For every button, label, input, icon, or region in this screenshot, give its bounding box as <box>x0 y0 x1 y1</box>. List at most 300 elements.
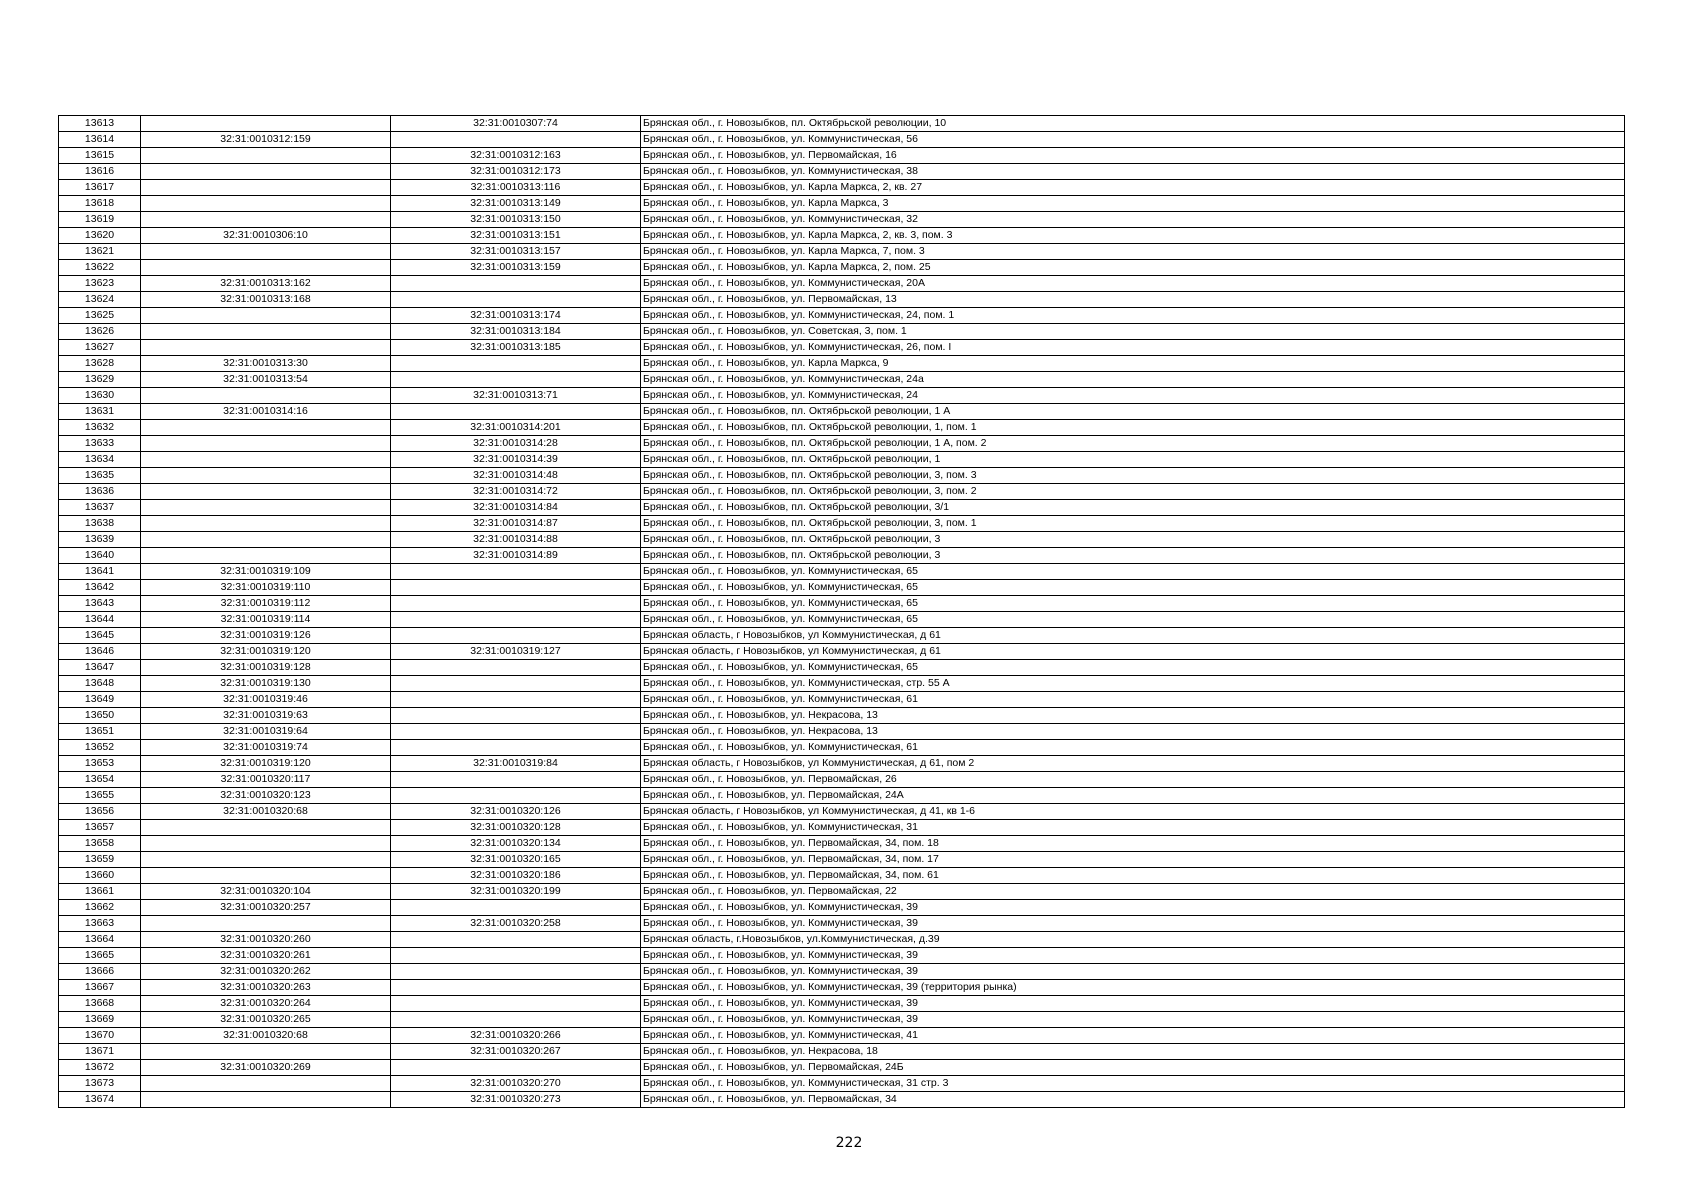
address-cell: Брянская обл., г. Новозыбков, пл. Октябрьской революции, 3, пом. 1 <box>641 516 1625 532</box>
building-number-cell <box>391 1060 641 1076</box>
row-number-cell: 13648 <box>59 676 141 692</box>
table-row <box>59 628 1625 644</box>
building-number-cell <box>391 564 641 580</box>
table-body <box>59 116 1625 1108</box>
parcel-number-cell <box>141 116 391 132</box>
row-number-cell: 13637 <box>59 500 141 516</box>
building-number-cell <box>391 980 641 996</box>
parcel-number-cell <box>141 388 391 404</box>
address-cell: Брянская обл., г. Новозыбков, ул. Коммунистическая, 65 <box>641 580 1625 596</box>
building-number-cell <box>391 932 641 948</box>
parcel-number-cell <box>141 212 391 228</box>
building-number-cell: 32:31:0010320:267 <box>391 1044 641 1060</box>
address-cell: Брянская обл., г. Новозыбков, ул. Карла Маркса, 2, кв. 27 <box>641 180 1625 196</box>
building-number-cell <box>391 356 641 372</box>
row-number-cell: 13649 <box>59 692 141 708</box>
table-row <box>59 868 1625 884</box>
parcel-number-cell: 32:31:0010314:16 <box>141 404 391 420</box>
table-row <box>59 660 1625 676</box>
building-number-cell <box>391 996 641 1012</box>
row-number-cell: 13618 <box>59 196 141 212</box>
building-number-cell: 32:31:0010320:186 <box>391 868 641 884</box>
row-number-cell: 13645 <box>59 628 141 644</box>
address-cell: Брянская обл., г. Новозыбков, пл. Октябрьской революции, 10 <box>641 116 1625 132</box>
row-number-cell: 13635 <box>59 468 141 484</box>
building-number-cell: 32:31:0010313:150 <box>391 212 641 228</box>
table-row <box>59 1060 1625 1076</box>
building-number-cell: 32:31:0010319:127 <box>391 644 641 660</box>
building-number-cell <box>391 660 641 676</box>
row-number-cell: 13617 <box>59 180 141 196</box>
row-number-cell: 13631 <box>59 404 141 420</box>
table-row <box>59 372 1625 388</box>
building-number-cell: 32:31:0010314:48 <box>391 468 641 484</box>
parcel-number-cell: 32:31:0010320:260 <box>141 932 391 948</box>
table-row <box>59 900 1625 916</box>
building-number-cell <box>391 724 641 740</box>
address-cell: Брянская обл., г. Новозыбков, ул. Коммунистическая, 56 <box>641 132 1625 148</box>
row-number-cell: 13651 <box>59 724 141 740</box>
address-cell: Брянская обл., г. Новозыбков, ул. Первомайская, 24А <box>641 788 1625 804</box>
table-row <box>59 196 1625 212</box>
address-cell: Брянская обл., г. Новозыбков, ул. Первомайская, 24Б <box>641 1060 1625 1076</box>
row-number-cell: 13662 <box>59 900 141 916</box>
row-number-cell: 13667 <box>59 980 141 996</box>
parcel-number-cell: 32:31:0010313:54 <box>141 372 391 388</box>
building-number-cell: 32:31:0010313:151 <box>391 228 641 244</box>
building-number-cell <box>391 628 641 644</box>
row-number-cell: 13624 <box>59 292 141 308</box>
row-number-cell: 13672 <box>59 1060 141 1076</box>
row-number-cell: 13626 <box>59 324 141 340</box>
table-row <box>59 484 1625 500</box>
building-number-cell: 32:31:0010314:72 <box>391 484 641 500</box>
building-number-cell: 32:31:0010313:149 <box>391 196 641 212</box>
building-number-cell <box>391 692 641 708</box>
table-row <box>59 532 1625 548</box>
parcel-number-cell: 32:31:0010319:128 <box>141 660 391 676</box>
table-row <box>59 644 1625 660</box>
parcel-number-cell <box>141 180 391 196</box>
parcel-number-cell: 32:31:0010320:257 <box>141 900 391 916</box>
address-cell: Брянская область, г Новозыбков, ул Коммунистическая, д 41, кв 1-6 <box>641 804 1625 820</box>
row-number-cell: 13628 <box>59 356 141 372</box>
row-number-cell: 13647 <box>59 660 141 676</box>
table-row <box>59 564 1625 580</box>
parcel-number-cell: 32:31:0010319:63 <box>141 708 391 724</box>
row-number-cell: 13653 <box>59 756 141 772</box>
address-cell: Брянская обл., г. Новозыбков, ул. Первомайская, 26 <box>641 772 1625 788</box>
building-number-cell: 32:31:0010312:173 <box>391 164 641 180</box>
row-number-cell: 13625 <box>59 308 141 324</box>
table-row <box>59 452 1625 468</box>
building-number-cell: 32:31:0010314:39 <box>391 452 641 468</box>
table-row <box>59 308 1625 324</box>
table-row <box>59 164 1625 180</box>
parcel-number-cell: 32:31:0010320:265 <box>141 1012 391 1028</box>
row-number-cell: 13665 <box>59 948 141 964</box>
table-row <box>59 324 1625 340</box>
row-number-cell: 13659 <box>59 852 141 868</box>
parcel-number-cell <box>141 324 391 340</box>
table-row <box>59 980 1625 996</box>
table-row <box>59 612 1625 628</box>
parcel-number-cell: 32:31:0010320:264 <box>141 996 391 1012</box>
table-row <box>59 932 1625 948</box>
parcel-number-cell <box>141 868 391 884</box>
row-number-cell: 13642 <box>59 580 141 596</box>
row-number-cell: 13638 <box>59 516 141 532</box>
building-number-cell <box>391 276 641 292</box>
address-cell: Брянская обл., г. Новозыбков, ул. Коммунистическая, 65 <box>641 660 1625 676</box>
building-number-cell: 32:31:0010313:184 <box>391 324 641 340</box>
address-cell: Брянская обл., г. Новозыбков, ул. Коммунистическая, 39 <box>641 996 1625 1012</box>
address-cell: Брянская обл., г. Новозыбков, ул. Коммунистическая, 39 <box>641 964 1625 980</box>
address-cell: Брянская обл., г. Новозыбков, ул. Карла Маркса, 9 <box>641 356 1625 372</box>
parcel-number-cell <box>141 340 391 356</box>
parcel-number-cell <box>141 516 391 532</box>
building-number-cell <box>391 788 641 804</box>
table-row <box>59 820 1625 836</box>
building-number-cell: 32:31:0010312:163 <box>391 148 641 164</box>
row-number-cell: 13627 <box>59 340 141 356</box>
table-row <box>59 756 1625 772</box>
building-number-cell: 32:31:0010313:174 <box>391 308 641 324</box>
parcel-number-cell: 32:31:0010319:109 <box>141 564 391 580</box>
table-row <box>59 1044 1625 1060</box>
parcel-number-cell <box>141 308 391 324</box>
table-row <box>59 804 1625 820</box>
table-row <box>59 996 1625 1012</box>
row-number-cell: 13615 <box>59 148 141 164</box>
table-row <box>59 1028 1625 1044</box>
table-row <box>59 1012 1625 1028</box>
row-number-cell: 13620 <box>59 228 141 244</box>
address-cell: Брянская обл., г. Новозыбков, ул. Некрасова, 13 <box>641 724 1625 740</box>
address-cell: Брянская обл., г. Новозыбков, ул. Коммунистическая, 61 <box>641 692 1625 708</box>
parcel-number-cell <box>141 148 391 164</box>
table-row <box>59 356 1625 372</box>
row-number-cell: 13654 <box>59 772 141 788</box>
address-cell: Брянская обл., г. Новозыбков, ул. Коммунистическая, 39 <box>641 1012 1625 1028</box>
parcel-number-cell <box>141 548 391 564</box>
row-number-cell: 13670 <box>59 1028 141 1044</box>
table-row <box>59 276 1625 292</box>
cadastral-table <box>58 115 1625 1108</box>
parcel-number-cell: 32:31:0010313:30 <box>141 356 391 372</box>
parcel-number-cell: 32:31:0010319:64 <box>141 724 391 740</box>
page-number: 222 <box>835 1135 863 1151</box>
building-number-cell: 32:31:0010320:134 <box>391 836 641 852</box>
table-row <box>59 292 1625 308</box>
parcel-number-cell <box>141 836 391 852</box>
table-row <box>59 708 1625 724</box>
table-row <box>59 132 1625 148</box>
address-cell: Брянская обл., г. Новозыбков, ул. Первомайская, 34, пом. 18 <box>641 836 1625 852</box>
table-row <box>59 516 1625 532</box>
parcel-number-cell <box>141 436 391 452</box>
parcel-number-cell <box>141 420 391 436</box>
building-number-cell: 32:31:0010314:84 <box>391 500 641 516</box>
row-number-cell: 13666 <box>59 964 141 980</box>
address-cell: Брянская обл., г. Новозыбков, ул. Карла Маркса, 3 <box>641 196 1625 212</box>
address-cell: Брянская обл., г. Новозыбков, ул. Карла Маркса, 2, кв. 3, пом. 3 <box>641 228 1625 244</box>
address-cell: Брянская обл., г. Новозыбков, ул. Коммунистическая, 26, пом. I <box>641 340 1625 356</box>
address-cell: Брянская обл., г. Новозыбков, ул. Карла Маркса, 2, пом. 25 <box>641 260 1625 276</box>
parcel-number-cell: 32:31:0010319:46 <box>141 692 391 708</box>
row-number-cell: 13671 <box>59 1044 141 1060</box>
parcel-number-cell <box>141 196 391 212</box>
row-number-cell: 13634 <box>59 452 141 468</box>
building-number-cell: 32:31:0010313:157 <box>391 244 641 260</box>
address-cell: Брянская обл., г. Новозыбков, ул. Первомайская, 34, пом. 61 <box>641 868 1625 884</box>
parcel-number-cell: 32:31:0010306:10 <box>141 228 391 244</box>
address-cell: Брянская обл., г. Новозыбков, ул. Первомайская, 13 <box>641 292 1625 308</box>
building-number-cell: 32:31:0010320:273 <box>391 1092 641 1108</box>
parcel-number-cell <box>141 244 391 260</box>
table-row <box>59 180 1625 196</box>
building-number-cell <box>391 772 641 788</box>
address-cell: Брянская обл., г. Новозыбков, ул. Коммунистическая, 39 <box>641 948 1625 964</box>
row-number-cell: 13673 <box>59 1076 141 1092</box>
row-number-cell: 13664 <box>59 932 141 948</box>
row-number-cell: 13656 <box>59 804 141 820</box>
table-row <box>59 1092 1625 1108</box>
address-cell: Брянская обл., г. Новозыбков, пл. Октябрьской революции, 1 А <box>641 404 1625 420</box>
address-cell: Брянская обл., г. Новозыбков, пл. Октябрьской революции, 1, пом. 1 <box>641 420 1625 436</box>
row-number-cell: 13655 <box>59 788 141 804</box>
table-row <box>59 404 1625 420</box>
address-cell: Брянская обл., г. Новозыбков, ул. Коммунистическая, 31 стр. 3 <box>641 1076 1625 1092</box>
building-number-cell <box>391 404 641 420</box>
parcel-number-cell: 32:31:0010319:74 <box>141 740 391 756</box>
address-cell: Брянская обл., г. Новозыбков, ул. Карла Маркса, 7, пом. 3 <box>641 244 1625 260</box>
parcel-number-cell: 32:31:0010319:120 <box>141 756 391 772</box>
building-number-cell: 32:31:0010314:201 <box>391 420 641 436</box>
building-number-cell <box>391 372 641 388</box>
parcel-number-cell <box>141 468 391 484</box>
table-row <box>59 116 1625 132</box>
row-number-cell: 13646 <box>59 644 141 660</box>
row-number-cell: 13633 <box>59 436 141 452</box>
row-number-cell: 13614 <box>59 132 141 148</box>
row-number-cell: 13669 <box>59 1012 141 1028</box>
parcel-number-cell: 32:31:0010320:263 <box>141 980 391 996</box>
address-cell: Брянская обл., г. Новозыбков, ул. Коммунистическая, 32 <box>641 212 1625 228</box>
building-number-cell: 32:31:0010313:159 <box>391 260 641 276</box>
row-number-cell: 13661 <box>59 884 141 900</box>
address-cell: Брянская обл., г. Новозыбков, ул. Коммунистическая, 41 <box>641 1028 1625 1044</box>
row-number-cell: 13639 <box>59 532 141 548</box>
row-number-cell: 13632 <box>59 420 141 436</box>
parcel-number-cell <box>141 452 391 468</box>
table-row <box>59 436 1625 452</box>
row-number-cell: 13629 <box>59 372 141 388</box>
building-number-cell <box>391 292 641 308</box>
row-number-cell: 13641 <box>59 564 141 580</box>
table-row <box>59 212 1625 228</box>
table-row <box>59 596 1625 612</box>
parcel-number-cell <box>141 532 391 548</box>
address-cell: Брянская обл., г. Новозыбков, пл. Октябрьской революции, 1 А, пом. 2 <box>641 436 1625 452</box>
row-number-cell: 13658 <box>59 836 141 852</box>
table-row <box>59 852 1625 868</box>
address-cell: Брянская обл., г. Новозыбков, ул. Коммунистическая, 61 <box>641 740 1625 756</box>
building-number-cell: 32:31:0010320:266 <box>391 1028 641 1044</box>
table-row <box>59 468 1625 484</box>
table-row <box>59 244 1625 260</box>
building-number-cell: 32:31:0010320:199 <box>391 884 641 900</box>
parcel-number-cell: 32:31:0010319:110 <box>141 580 391 596</box>
table-row <box>59 260 1625 276</box>
building-number-cell <box>391 948 641 964</box>
table-row <box>59 772 1625 788</box>
table-row <box>59 548 1625 564</box>
row-number-cell: 13652 <box>59 740 141 756</box>
building-number-cell: 32:31:0010320:270 <box>391 1076 641 1092</box>
parcel-number-cell <box>141 484 391 500</box>
table-row <box>59 692 1625 708</box>
parcel-number-cell: 32:31:0010319:130 <box>141 676 391 692</box>
row-number-cell: 13613 <box>59 116 141 132</box>
table-row <box>59 676 1625 692</box>
address-cell: Брянская обл., г. Новозыбков, ул. Первомайская, 34 <box>641 1092 1625 1108</box>
parcel-number-cell <box>141 260 391 276</box>
table-row <box>59 916 1625 932</box>
table-row <box>59 500 1625 516</box>
building-number-cell <box>391 676 641 692</box>
address-cell: Брянская обл., г. Новозыбков, ул. Первомайская, 16 <box>641 148 1625 164</box>
table-row <box>59 964 1625 980</box>
parcel-number-cell: 32:31:0010320:68 <box>141 804 391 820</box>
address-cell: Брянская обл., г. Новозыбков, ул. Коммунистическая, 65 <box>641 596 1625 612</box>
building-number-cell <box>391 580 641 596</box>
row-number-cell: 13636 <box>59 484 141 500</box>
parcel-number-cell <box>141 500 391 516</box>
row-number-cell: 13644 <box>59 612 141 628</box>
address-cell: Брянская обл., г. Новозыбков, ул. Коммунистическая, 65 <box>641 612 1625 628</box>
row-number-cell: 13657 <box>59 820 141 836</box>
address-cell: Брянская обл., г. Новозыбков, пл. Октябрьской революции, 3 <box>641 548 1625 564</box>
table-row <box>59 724 1625 740</box>
table-row <box>59 388 1625 404</box>
address-cell: Брянская обл., г. Новозыбков, ул. Коммунистическая, 24а <box>641 372 1625 388</box>
row-number-cell: 13668 <box>59 996 141 1012</box>
parcel-number-cell <box>141 916 391 932</box>
address-cell: Брянская область, г Новозыбков, ул Коммунистическая, д 61 <box>641 628 1625 644</box>
building-number-cell: 32:31:0010314:87 <box>391 516 641 532</box>
address-cell: Брянская обл., г. Новозыбков, ул. Коммунистическая, 24 <box>641 388 1625 404</box>
address-cell: Брянская обл., г. Новозыбков, ул. Советская, 3, пом. 1 <box>641 324 1625 340</box>
building-number-cell: 32:31:0010314:89 <box>391 548 641 564</box>
parcel-number-cell: 32:31:0010320:123 <box>141 788 391 804</box>
address-cell: Брянская обл., г. Новозыбков, ул. Некрасова, 13 <box>641 708 1625 724</box>
parcel-number-cell: 32:31:0010320:262 <box>141 964 391 980</box>
building-number-cell: 32:31:0010319:84 <box>391 756 641 772</box>
parcel-number-cell: 32:31:0010320:261 <box>141 948 391 964</box>
table-row <box>59 740 1625 756</box>
row-number-cell: 13616 <box>59 164 141 180</box>
row-number-cell: 13640 <box>59 548 141 564</box>
address-cell: Брянская обл., г. Новозыбков, пл. Октябрьской революции, 3 <box>641 532 1625 548</box>
table-row <box>59 948 1625 964</box>
building-number-cell <box>391 596 641 612</box>
building-number-cell <box>391 708 641 724</box>
row-number-cell: 13630 <box>59 388 141 404</box>
address-cell: Брянская обл., г. Новозыбков, пл. Октябрьской революции, 1 <box>641 452 1625 468</box>
table-row <box>59 420 1625 436</box>
parcel-number-cell <box>141 1044 391 1060</box>
address-cell: Брянская обл., г. Новозыбков, пл. Октябрьской революции, 3, пом. 3 <box>641 468 1625 484</box>
building-number-cell: 32:31:0010320:165 <box>391 852 641 868</box>
row-number-cell: 13621 <box>59 244 141 260</box>
address-cell: Брянская обл., г. Новозыбков, ул. Первомайская, 34, пом. 17 <box>641 852 1625 868</box>
address-cell: Брянская обл., г. Новозыбков, ул. Коммунистическая, 39 <box>641 900 1625 916</box>
parcel-number-cell <box>141 1092 391 1108</box>
row-number-cell: 13623 <box>59 276 141 292</box>
building-number-cell: 32:31:0010313:116 <box>391 180 641 196</box>
parcel-number-cell <box>141 852 391 868</box>
row-number-cell: 13674 <box>59 1092 141 1108</box>
parcel-number-cell: 32:31:0010313:162 <box>141 276 391 292</box>
building-number-cell <box>391 964 641 980</box>
row-number-cell: 13650 <box>59 708 141 724</box>
building-number-cell: 32:31:0010313:71 <box>391 388 641 404</box>
address-cell: Брянская область, г Новозыбков, ул Коммунистическая, д 61, пом 2 <box>641 756 1625 772</box>
row-number-cell: 13660 <box>59 868 141 884</box>
address-cell: Брянская обл., г. Новозыбков, ул. Коммунистическая, стр. 55 А <box>641 676 1625 692</box>
parcel-number-cell: 32:31:0010319:120 <box>141 644 391 660</box>
row-number-cell: 13643 <box>59 596 141 612</box>
row-number-cell: 13663 <box>59 916 141 932</box>
parcel-number-cell: 32:31:0010320:269 <box>141 1060 391 1076</box>
address-cell: Брянская обл., г. Новозыбков, пл. Октябрьской революции, 3, пом. 2 <box>641 484 1625 500</box>
parcel-number-cell: 32:31:0010320:117 <box>141 772 391 788</box>
address-cell: Брянская область, г.Новозыбков, ул.Коммунистическая, д.39 <box>641 932 1625 948</box>
building-number-cell <box>391 900 641 916</box>
building-number-cell: 32:31:0010320:258 <box>391 916 641 932</box>
parcel-number-cell: 32:31:0010319:126 <box>141 628 391 644</box>
parcel-number-cell: 32:31:0010319:112 <box>141 596 391 612</box>
table-row <box>59 836 1625 852</box>
address-cell: Брянская обл., г. Новозыбков, ул. Первомайская, 22 <box>641 884 1625 900</box>
parcel-number-cell: 32:31:0010319:114 <box>141 612 391 628</box>
table-row <box>59 580 1625 596</box>
table-row <box>59 228 1625 244</box>
building-number-cell: 32:31:0010314:88 <box>391 532 641 548</box>
building-number-cell <box>391 740 641 756</box>
parcel-number-cell: 32:31:0010320:68 <box>141 1028 391 1044</box>
parcel-number-cell: 32:31:0010313:168 <box>141 292 391 308</box>
address-cell: Брянская обл., г. Новозыбков, ул. Коммунистическая, 38 <box>641 164 1625 180</box>
parcel-number-cell <box>141 1076 391 1092</box>
parcel-number-cell <box>141 164 391 180</box>
building-number-cell <box>391 612 641 628</box>
address-cell: Брянская обл., г. Новозыбков, ул. Коммунистическая, 20А <box>641 276 1625 292</box>
address-cell: Брянская область, г Новозыбков, ул Коммунистическая, д 61 <box>641 644 1625 660</box>
building-number-cell: 32:31:0010314:28 <box>391 436 641 452</box>
table-row <box>59 148 1625 164</box>
building-number-cell: 32:31:0010320:128 <box>391 820 641 836</box>
building-number-cell <box>391 132 641 148</box>
address-cell: Брянская обл., г. Новозыбков, ул. Коммунистическая, 31 <box>641 820 1625 836</box>
parcel-number-cell <box>141 820 391 836</box>
address-cell: Брянская обл., г. Новозыбков, ул. Коммунистическая, 24, пом. 1 <box>641 308 1625 324</box>
table-row <box>59 884 1625 900</box>
table-row <box>59 340 1625 356</box>
building-number-cell: 32:31:0010307:74 <box>391 116 641 132</box>
address-cell: Брянская обл., г. Новозыбков, ул. Некрасова, 18 <box>641 1044 1625 1060</box>
